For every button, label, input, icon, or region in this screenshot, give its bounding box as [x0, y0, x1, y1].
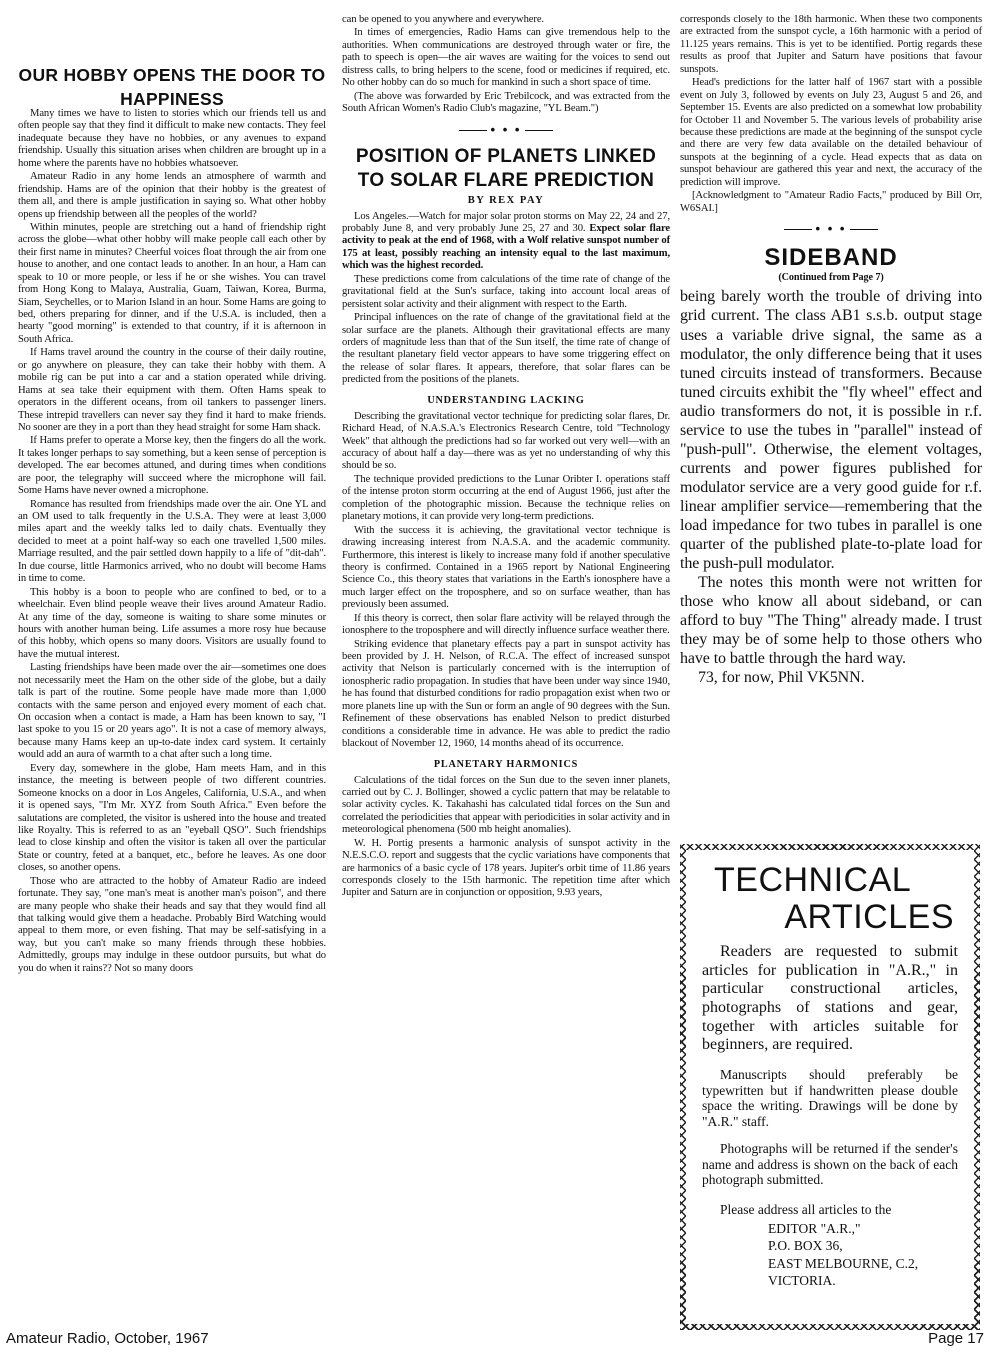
sideband-paragraph: being barely worth the trouble of driving into grid current. The class AB1 s.s.b. output stage uses a variable drive signal, the same as a modulator, the only difference being that it uses tuned circuits instead of transformers. Because tuned circuits exhibit the "fly wheel" effect and audio transformers do not, it is possible in r.f. service to use the tubes in "parallel" instead of "push-pull". Otherwise, the element voltages, currents and power figures published for modulator service are a very good guide for r.f. linear amplifier service—remembering that the load impedance for two tubes in parallel is one quarter of the published plate-to-plate load for the push-pull modulator. [680, 288, 982, 572]
planets-paragraph: Principal influences on the rate of change of the gravitational field at the solar surface are the planets. Although their gravitational effects are many orders of magnitude less than that of the Sun itself, the time rate of change of the resultant planetary field vector appears to have some triggering effect on the release of solar flares. It appears, therefore, that solar flares can be predicted from the positions of the planets. [342, 312, 670, 386]
planets-continued-paragraph: corresponds closely to the 18th harmonic. When these two components are extracted from the sunspot cycle, a 16th harmonic with a period of 11.125 years remains. This is yet to be identified. Portig regards these results as proof that Jupiter and Saturn have positions that favour sunspots. [680, 14, 982, 75]
planets-byline: BY REX PAY [467, 195, 545, 207]
hobby-paragraph: Amateur Radio in any home lends an atmosphere of warmth and friendship. Hams are of the opinion that their hobby is the greatest of them all, and there is ample justification in saying so. What other hobby opens up friendship between all the peoples of the world? [18, 171, 326, 220]
hobby-paragraph: Those who are attracted to the hobby of Amateur Radio are indeed fortunate. They say, "one man's meat is another man's poison", and there are many people who shake their heads and say that they would find all that talking would give them a headache. Probably Bird Watching would appeal to them more, or even fishing. That may be self-satisfying in a way, but you can't make so many friends through these hobbies. Admittedly, groups may indulge in these outdoor pursuits, but what do you do when it rains?? Not so many doors [18, 875, 326, 974]
sideband-continued-note: (Continued from Page 7) [778, 272, 884, 284]
planets-paragraph: Calculations of the tidal forces on the Sun due to the seven inner planets, carried out by C. J. Bollinger, showed a cyclic pattern that may be relatable to solar activity cycles. K. Takahashi has calculated tidal forces on the Sun and correlated the periodicities that appear with periodicities in solar activity and in meteorological phenomena (500 mb height anomalies). [342, 774, 670, 836]
subhead-harmonics: PLANETARY HARMONICS [433, 758, 579, 770]
sideband-title: SIDEBAND [764, 244, 898, 272]
footer-page-number: Page 17 [928, 1330, 984, 1347]
address-line: EAST MELBOURNE, C.2, [768, 1255, 919, 1271]
technical-title-line2: ARTICLES [784, 898, 954, 937]
planets-paragraph: Striking evidence that planetary effects pay a part in sunspot activity has been provided by J. H. Nelson, of R.C.A. The effect of increased sunspot activity that Nelson is particularly concerned with is the interruption of ionospheric radio propagation. In studies that have been under way since 1940, he has found that disturbed conditions for radio propagation exist when two or more planets line up with the Sun or form an angle of 90 degrees with the Sun. Refinement of these observations has enabled Nelson to predict disturbed conditions a considerable time in advance. He was able to predict the radio blackout of November 12, 1960, 14 months ahead of its occurrence. [342, 638, 670, 750]
planets-paragraph: W. H. Portig presents a harmonic analysis of sunspot activity in the N.E.S.C.O. report and suggests that the cyclic variations have components that are harmonics of a basic cycle of 178 years. Jupiter's orbit time of 11.86 years corresponds closely to the 15th harmonic. The repetition time after which Jupiter and Saturn are in conjunction or opposition, 9.93 years, [342, 837, 670, 899]
planets-paragraph: Describing the gravitational vector technique for predicting solar flares, Dr. Richard Head, of N.A.S.A.'s Electronics Research Centre, told "Technology Week" that although the predictions had so far worked out very well—with an accuracy of about half a day—there was as yet no understanding of why this should be so. [342, 410, 670, 472]
technical-articles-inner [686, 850, 974, 1324]
planets-paragraph: If this theory is correct, then solar flare activity will be relayed through the ionosphere to the troposphere and will directly influence surface weather there. [342, 612, 670, 637]
planets-lead-text: Los Angeles.—Watch for major solar proton storms on May 22, 24 and 27, probably June 8, and very probably June 25, 27 and 30. [342, 210, 670, 235]
planets-paragraph: With the success it is achieving, the gravitational vector technique is drawing increasing interest from N.A.S.A. and the academic community. Furthermore, this interest is likely to increase many fold if another speculative theory is confirmed. Contained in a 1965 report by National Engineering Science Co., this theory states that variations in the Earth's ionosphere have a much larger effect on the troposphere, and so on surface weather, than has previously been assumed. [342, 524, 670, 611]
technical-manuscripts: Manuscripts should preferably be typewritten but if handwritten please double space the writing. Drawings will be done by "A.R." staff. [702, 1067, 958, 1129]
column-1 [18, 108, 326, 976]
sideband-body [680, 287, 982, 687]
planets-paragraph: The technique provided predictions to the Lunar Oribter I. operations staff of the intense proton storm occurring at the end of August 1966, just after the completion of the photographic mission. Because the technique relies on planetary motions, it can provide very long-term predictions. [342, 473, 670, 523]
subhead-understanding: UNDERSTANDING LACKING [427, 394, 585, 406]
address-line: VICTORIA. [768, 1272, 836, 1288]
column-3 [680, 14, 982, 687]
technical-request: Readers are requested to submit articles for publication in "A.R.," in particular constructional articles, photographs of stations and gear, together with articles suitable for beginners, are required. [702, 942, 958, 1054]
column-2 [342, 14, 670, 901]
editor-address [768, 1220, 958, 1289]
hobby-paragraph: This hobby is a boon to people who are confined to bed, or to a wheelchair. Even blind people weave their lives around Amateur Radio. At any time of the day, someone is waiting to share some minutes or hours with another human being. Life assumes a more rosy hue because of this hobby, which opens so many doors. Visitors are usually found to have the mutual interest. [18, 586, 326, 660]
section-divider: • • • [342, 122, 670, 137]
section-divider: • • • [680, 221, 982, 236]
hobby-paragraph: Within minutes, people are stretching out a hand of friendship right across the globe—what other hobby will make people call each other by their first name in minutes? Cheerful voices float through the air from one house to another, and one contact leads to another. In an hour, a Ham can speak to 10 or more people, or less if he or she wishes. You can travel from Hong Kong to Malaya, Australia, Guam, Taiwan, Korea, Burma, Siam, Seychelles, or to Marion Island in an hour. Some Hams are going to bed, others preparing for dinner, and if the U.S.A. is included, then a hearty "good morning" is extended to that country, if it is afternoon in South Africa. [18, 221, 326, 345]
hobby-paragraph: Many times we have to listen to stories which our friends tell us and often people say that they find it difficult to make new contacts. They feel inadequate because they have no hobbies, or any avenues to expand friendship. Usually this situation arises when children are brought up in a home where the parents have no hobbies whatsoever. [18, 108, 326, 169]
technical-photos: Photographs will be returned if the sender's name and address is shown on the back of each photograph submitted. [702, 1141, 958, 1188]
hobby-paragraph: Every day, somewhere in the globe, Ham meets Ham, and in this instance, the meeting is between people of two different countries. Someone knocks on a door in Los Angeles, California, U.S.A., and when it is opened says, "I'm Mr. XYZ from South Africa." Even before the salutations are completed, the visitor is ushered into the house and treated like Royalty. This is referred to as an "eyeball QSO". Such friendships lead to close kinship and often the visitor is taken all over the particular State or country, feted at a banquet, etc., before he leaves. As one door closes, so another opens. [18, 762, 326, 874]
hobby-paragraph: Lasting friendships have been made over the air—sometimes one does not necessarily meet the Ham on the other side of the globe, but a daily talk is part of the routine. Some people have made more than 1,000 contacts with the same person and enjoyed every moment of each chat. On occasion when a contact is made, a Ham has been known to say, "I last spoke to you 15 or 20 years ago". It is not a case of memory always, because many Hams keep an up-to-date index card system. It certainly would add an aura of warmth to a chat after such a long time. [18, 662, 326, 761]
planets-paragraph: These predictions come from calculations of the time rate of change of the gravitational field at the Sun's surface, taking into account local areas of persistent solar activity and their alignment with respect to the Earth. [342, 273, 670, 310]
hobby-continued-paragraph: can be opened to you anywhere and everywhere. [342, 14, 544, 25]
address-line: EDITOR "A.R.," [768, 1221, 861, 1237]
sideband-paragraph: The notes this month were not written for those who know all about sideband, or can afford to buy "The Thing" already made. I trust they may be of some help to those others who have to battle through the hard way. [680, 573, 982, 668]
planets-continued-paragraph: Head's predictions for the latter half of 1967 start with a possible event on July 3, followed by events on July 23, August 5 and 26, and September 15. Events are also predicted on a somewhat low probability for October 11 and November 5. The various levels of probability arise because these predictions are made at the beginning of the sunspot cycle and there are very few data available on the detailed behaviour of sunspots at the beginning of a cycle. Head expects that as data on sunspot behaviour are gathered this year and next, the accuracy of the prediction will improve. [680, 77, 982, 188]
planets-lead [342, 211, 670, 273]
footer-publication: Amateur Radio, October, 1967 [6, 1330, 209, 1347]
sideband-signature: 73, for now, Phil VK5NN. [698, 669, 865, 687]
planets-article-title: POSITION OF PLANETS LINKED TO SOLAR FLARE PREDICTION [355, 145, 657, 191]
hobby-credit: (The above was forwarded by Eric Trebilcock, and was extracted from the South African Women's Radio Club's magazine, "YL Beam.") [342, 90, 670, 115]
address-line: P.O. BOX 36, [768, 1238, 843, 1254]
technical-title-line1: TECHNICAL [714, 861, 912, 899]
hobby-continued-paragraph: In times of emergencies, Radio Hams can give tremendous help to the authorities. When communications are destroyed through water or fire, the path to speech is open—the air waves are waiting for the voices to send out distress calls, to bring helpers to the scene, food or medicines if required, etc. No other hobby can do so much for mankind in such a short space of time. [342, 27, 670, 89]
technical-articles-box [680, 844, 980, 1330]
planets-lead-bold: Expect solar flare activity to peak at the end of 1968, with a Wolf relative sunspot number of 175 at least, possibly reaching an intensity equal to the last maximum, which was the highest recorded. [342, 223, 670, 272]
hobby-paragraph: Romance has resulted from friendships made over the air. One YL and an OM used to talk frequently in the U.S.A. They were at least 3,000 miles apart and the weekly talks led to daily chats. Eventually they decided to meet at a point half-way so each one travelled 1,500 miles. Marriage resulted, and the pair settled down happily to a life of "dit-dah". In due course, little Harmonics arrived, who no doubt will become Hams in time to come. [18, 498, 326, 585]
technical-address-intro: Please address all articles to the [720, 1201, 892, 1217]
hobby-paragraph: If Hams travel around the country in the course of their daily routine, or go anywhere on pleasure, they can take their hobby with them. A mobile rig can be put into a car and a station operated while driving. Hams at sea take their equipment with them. Often Hams speak to operators in the different oceans, from oil tankers to passenger liners. These intrepid travellers can never say they find it hard to make friends. No sooner are they in a port than they head straight for some Ham shack. [18, 347, 326, 433]
hobby-article-title: OUR HOBBY OPENS THE DOOR TO HAPPINESS [18, 65, 326, 109]
planets-acknowledgment: [Acknowledgment to "Amateur Radio Facts," produced by Bill Orr, W6SAI.] [680, 190, 982, 214]
hobby-paragraph: If Hams prefer to operate a Morse key, then the fingers do all the work. It takes longer perhaps to say something, but a keen sense of perception is developed. The ear becomes attuned, and during times when conditions are poor, the telegraphy will succeed where the microphone will fail. Some Hams have never owned a microphone. [18, 435, 326, 497]
